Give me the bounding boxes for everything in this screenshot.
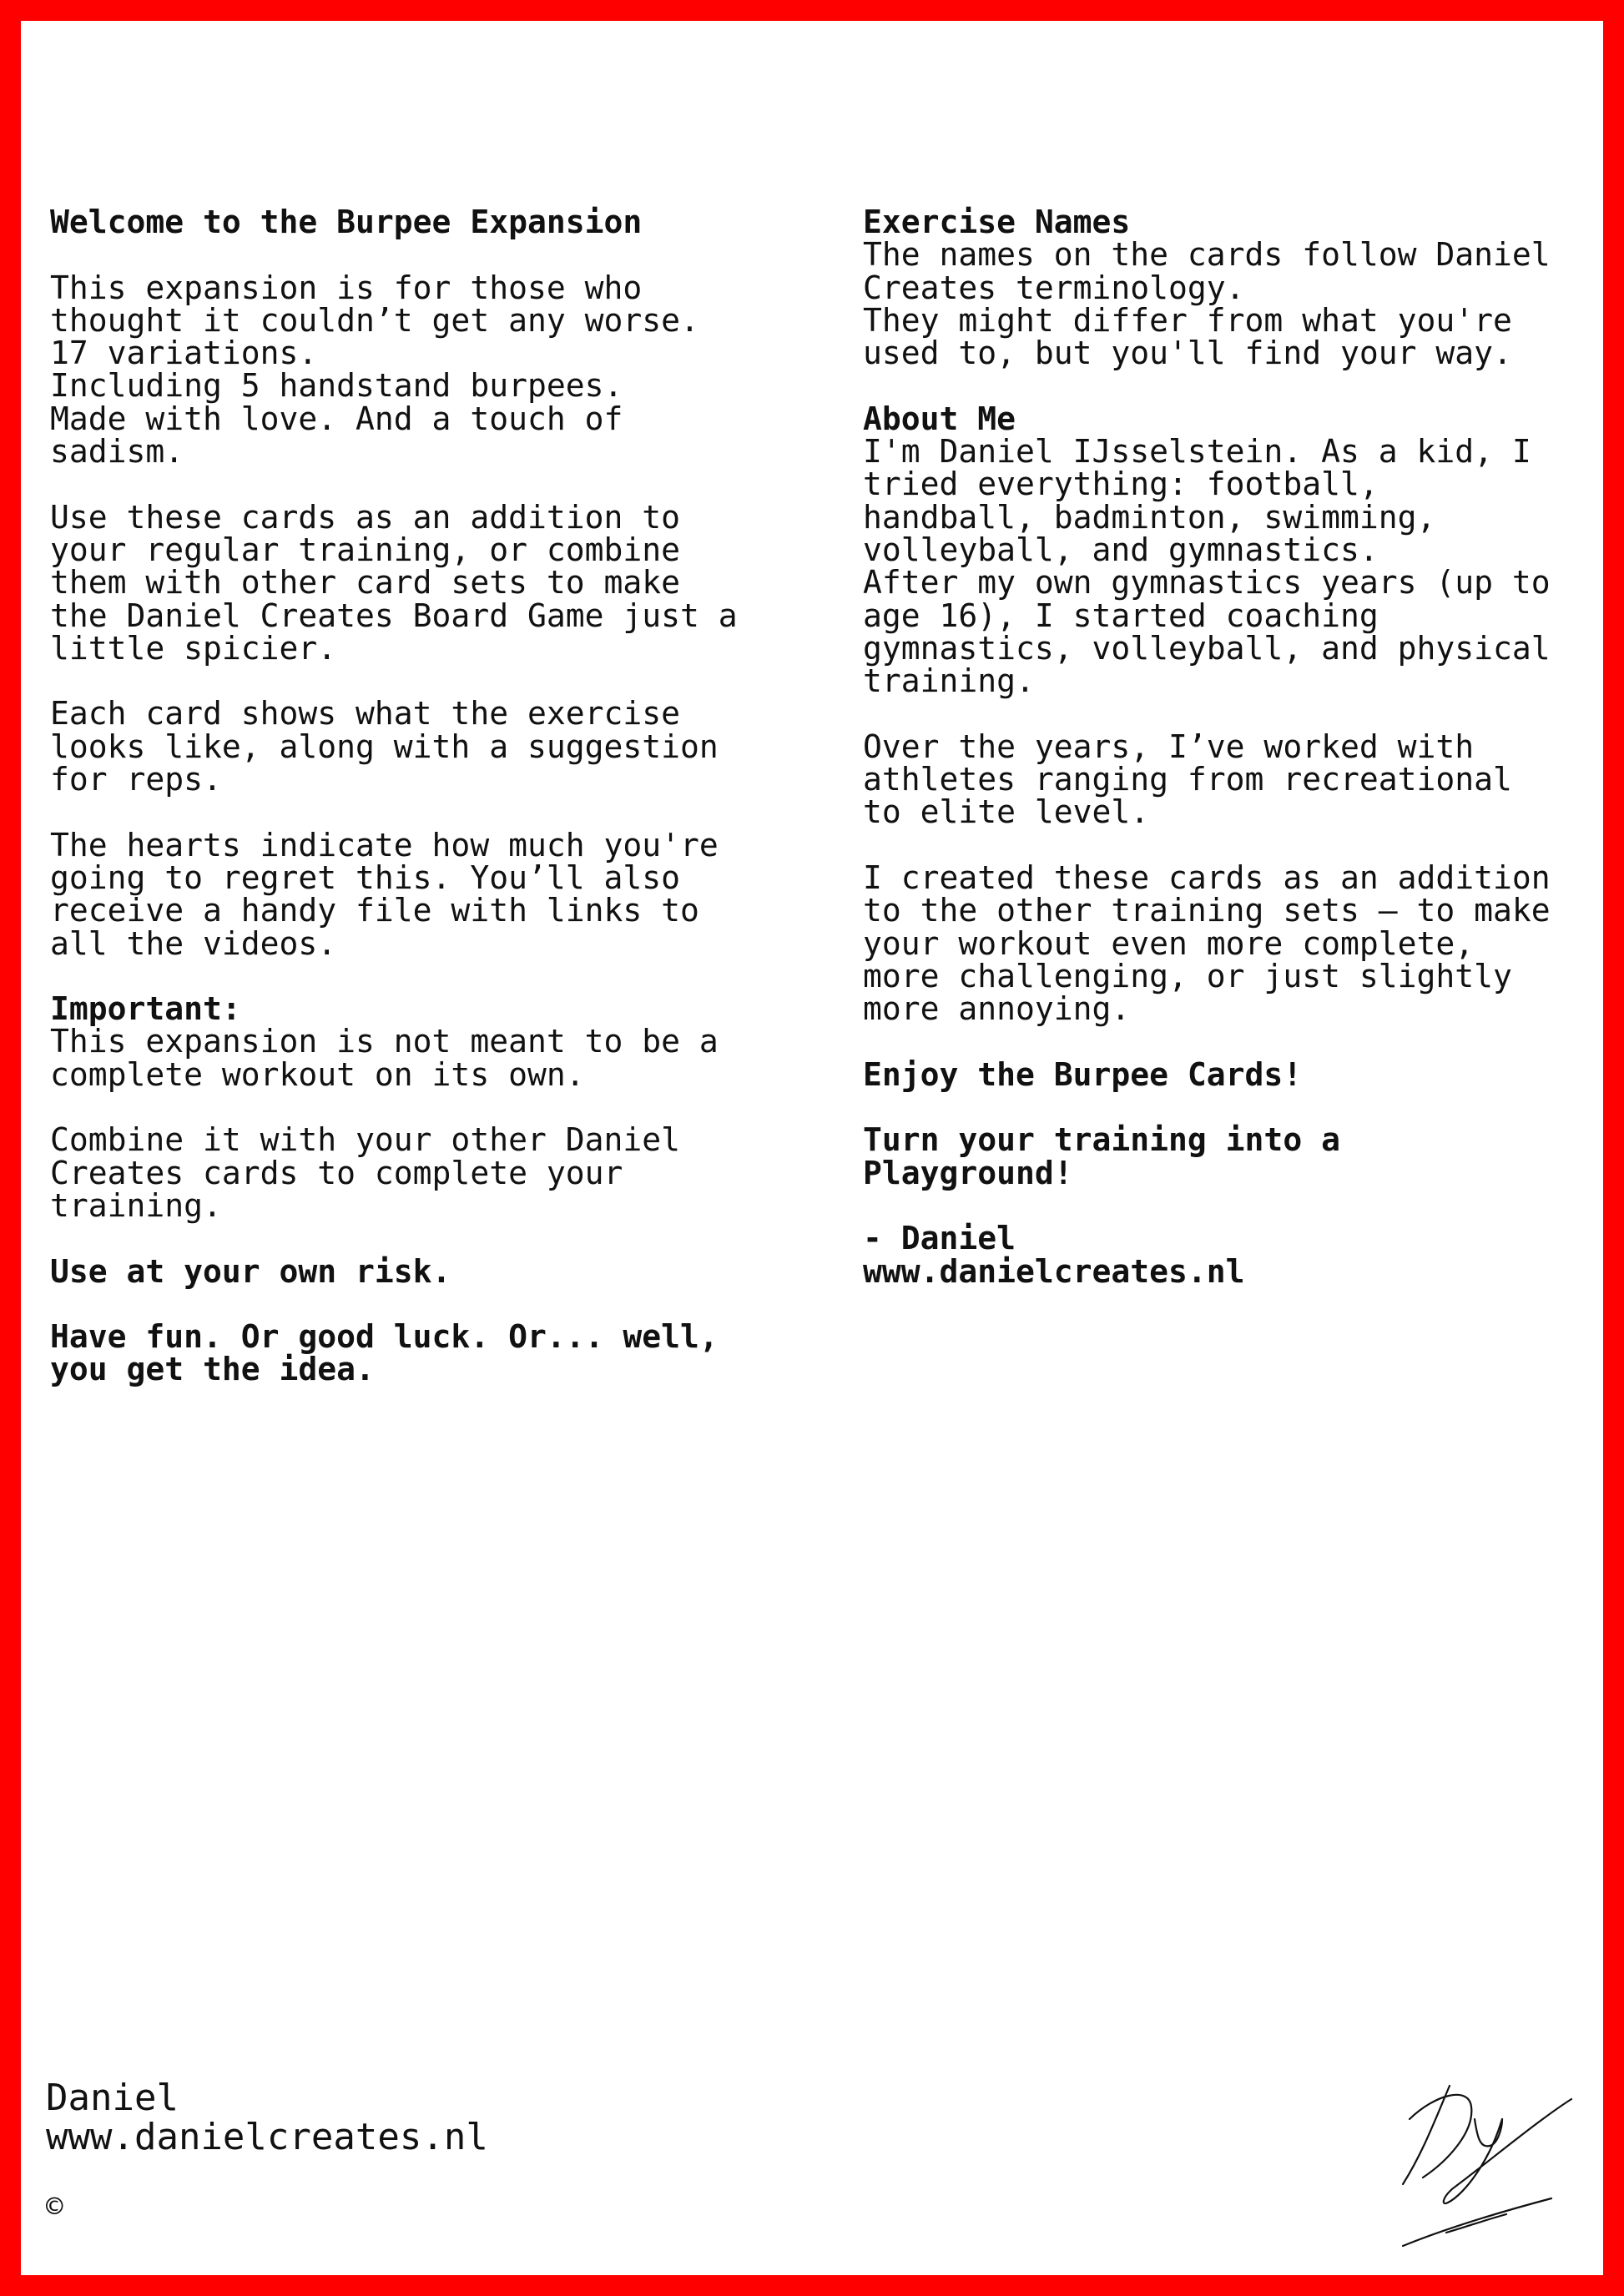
right-text-line: handball, badminton, swimming, bbox=[863, 498, 1436, 536]
left-paragraph bbox=[50, 990, 784, 1093]
right-text-line: They might differ from what you're bbox=[863, 301, 1512, 339]
left-text-line: Creates cards to complete your bbox=[50, 1154, 623, 1191]
right-text-line: gymnastics, volleyball, and physical bbox=[863, 629, 1551, 667]
left-text-line: receive a handy file with links to bbox=[50, 892, 699, 929]
left-text-line: your regular training, or combine bbox=[50, 531, 680, 568]
left-text-line: This expansion is not meant to be a bbox=[50, 1023, 719, 1060]
left-paragraph bbox=[50, 1318, 784, 1388]
right-text-line: Playground! bbox=[863, 1154, 1073, 1191]
left-text-line: Welcome to the Burpee Expansion bbox=[50, 204, 643, 240]
right-text-line: I created these cards as an addition bbox=[863, 858, 1551, 896]
right-heading: Exercise Names bbox=[863, 204, 1131, 240]
right-text-line: Over the years, I’ve worked with bbox=[863, 728, 1475, 765]
left-text-line: little spicier. bbox=[50, 629, 337, 667]
right-text-line: athletes ranging from recreational bbox=[863, 761, 1512, 798]
left-text-line: training. bbox=[50, 1186, 222, 1224]
left-text-line: This expansion is for those who bbox=[50, 269, 643, 306]
footer-website: www.danielcreates.nl bbox=[46, 2116, 488, 2158]
right-text-line: training. bbox=[863, 662, 1035, 700]
left-text-line: for reps. bbox=[50, 761, 222, 798]
right-text-line: www.danielcreates.nl bbox=[863, 1252, 1245, 1290]
left-text-line: all the videos. bbox=[50, 924, 337, 962]
left-text-line: Use at your own risk. bbox=[50, 1252, 451, 1290]
left-text-line: going to regret this. You’ll also bbox=[50, 858, 680, 896]
right-text-line: Turn your training into a bbox=[863, 1121, 1340, 1159]
right-paragraph bbox=[863, 206, 1614, 370]
left-paragraph bbox=[50, 206, 784, 239]
right-text-line: age 16), I started coaching bbox=[863, 597, 1379, 634]
left-text-line: complete workout on its own. bbox=[50, 1055, 585, 1093]
left-text-line: the Daniel Creates Board Game just a bbox=[50, 597, 738, 634]
left-text-line: thought it couldn’t get any worse. bbox=[50, 301, 699, 339]
right-text-line: to the other training sets — to make bbox=[863, 892, 1551, 929]
right-text-line: Enjoy the Burpee Cards! bbox=[863, 1055, 1303, 1093]
left-paragraph bbox=[50, 1121, 784, 1224]
left-text-line: Including 5 handstand burpees. bbox=[50, 367, 623, 405]
left-text-line: Each card shows what the exercise bbox=[50, 695, 680, 733]
right-text-line: to elite level. bbox=[863, 793, 1150, 831]
right-text-line: Creates terminology. bbox=[863, 269, 1245, 306]
right-text-line: more annoying. bbox=[863, 990, 1131, 1028]
left-paragraph bbox=[50, 697, 784, 796]
left-text-line: you get the idea. bbox=[50, 1351, 375, 1388]
left-paragraph bbox=[50, 498, 784, 667]
left-text-line: Made with love. And a touch of bbox=[50, 400, 623, 437]
left-column bbox=[50, 206, 784, 1419]
right-paragraph bbox=[863, 1222, 1614, 1288]
copyright-symbol: © bbox=[46, 2190, 63, 2223]
right-text-line: After my own gymnastics years (up to bbox=[863, 564, 1551, 602]
right-heading: About Me bbox=[863, 400, 1016, 437]
left-paragraph bbox=[50, 826, 784, 962]
right-text-line: volleyball, and gymnastics. bbox=[863, 531, 1379, 568]
right-paragraph bbox=[863, 1055, 1614, 1093]
right-column bbox=[863, 206, 1614, 1321]
left-text-line: them with other card sets to make bbox=[50, 564, 680, 602]
right-text-line: The names on the cards follow Daniel bbox=[863, 236, 1551, 274]
right-paragraph bbox=[863, 400, 1614, 700]
right-text-line: more challenging, or just slightly bbox=[863, 957, 1512, 994]
left-paragraph bbox=[50, 269, 784, 471]
left-heading: Important: bbox=[50, 990, 241, 1028]
left-text-line: Combine it with your other Daniel bbox=[50, 1121, 680, 1159]
footer bbox=[46, 2078, 488, 2157]
right-paragraph bbox=[863, 858, 1614, 1028]
right-text-line: tried everything: football, bbox=[863, 466, 1379, 503]
right-text-line: I'm Daniel IJsselstein. As a kid, I bbox=[863, 433, 1531, 471]
right-paragraph bbox=[863, 1121, 1614, 1191]
right-paragraph bbox=[863, 728, 1614, 831]
footer-name: Daniel bbox=[46, 2077, 179, 2119]
signature-icon bbox=[1398, 2069, 1590, 2253]
left-paragraph bbox=[50, 1252, 784, 1290]
left-text-line: looks like, along with a suggestion bbox=[50, 728, 719, 765]
left-text-line: The hearts indicate how much you're bbox=[50, 826, 719, 864]
left-text-line: sadism. bbox=[50, 433, 184, 471]
left-text-line: Have fun. Or good luck. Or... well, bbox=[50, 1318, 719, 1356]
right-text-line: used to, but you'll find your way. bbox=[863, 335, 1512, 372]
right-text-line: your workout even more complete, bbox=[863, 924, 1475, 962]
right-text-line: - Daniel bbox=[863, 1220, 1016, 1257]
left-text-line: Use these cards as an addition to bbox=[50, 498, 680, 536]
left-text-line: 17 variations. bbox=[50, 335, 318, 372]
